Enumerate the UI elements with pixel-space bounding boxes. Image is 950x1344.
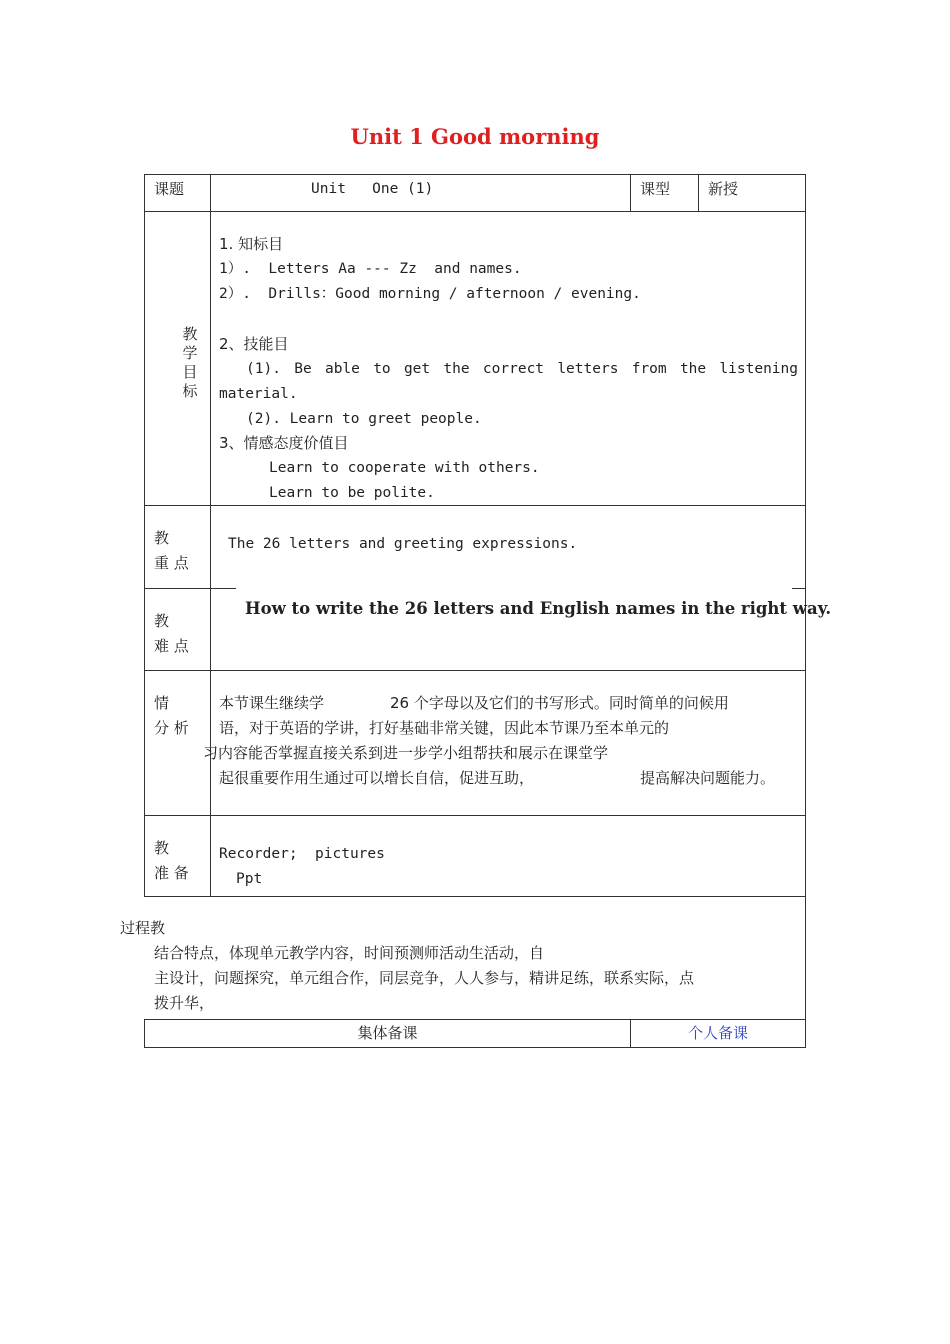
skills-item-1: (1). Be able to get the correct letters from the listening: [246, 361, 798, 377]
analysis-label-1: 情: [154, 694, 170, 712]
document-title: Unit 1 Good morning: [350, 124, 600, 149]
objectives-label: 教学目标: [182, 325, 198, 400]
preparation-line-1: Recorder; pictures: [219, 846, 385, 862]
difficult-points-label-2: 难 点: [154, 637, 189, 655]
key-points-label-2: 重 点: [154, 554, 189, 572]
key-points-label-1: 教: [154, 529, 170, 547]
preparation-label-2: 准 备: [154, 864, 189, 882]
analysis-line-1b: 26 个字母以及它们的书写形式。同时简单的问候用: [390, 694, 729, 712]
group-prep-label: 集体备课: [357, 1024, 418, 1042]
analysis-line-3: 习内容能否掌握直接关系到进一步学小组帮扶和展示在课堂学: [203, 744, 609, 762]
preparation-line-2: Ppt: [236, 871, 263, 887]
emotion-heading: 3、情感态度价值目: [219, 434, 349, 452]
process-label: 过程教: [120, 919, 166, 937]
analysis-line-2: 语，对于英语的学讲，打好基础非常关键，因此本节课乃至本单元的: [219, 719, 670, 737]
analysis-label-2: 分 析: [154, 719, 189, 737]
topic-value: Unit One (1): [311, 181, 434, 197]
preparation-label-1: 教: [154, 839, 170, 857]
analysis-line-4a: 起很重要作用生通过可以增长自信，促进互助，: [219, 769, 535, 787]
skills-item-2: (2). Learn to greet people.: [246, 411, 482, 427]
key-points-text: The 26 letters and greeting expressions.: [228, 536, 578, 552]
lesson-type-value: 新授: [708, 180, 739, 198]
knowledge-item-2: 2）. Drills：Good morning / afternoon / evening.: [219, 286, 641, 302]
process-line-2: 主设计，问题探究，单元组合作，同层竞争，人人参与，精讲足练，联系实际，点: [154, 969, 695, 987]
emotion-item-2: Learn to be polite.: [269, 485, 435, 501]
knowledge-heading: 1. 知标目: [219, 235, 284, 253]
topic-label: 课题: [154, 180, 185, 198]
personal-prep-label: 个人备课: [687, 1024, 748, 1042]
analysis-line-4b: 提高解决问题能力。: [640, 769, 776, 787]
process-line-3: 拨升华，: [154, 994, 215, 1012]
difficult-points-text: How to write the 26 letters and English names in the right way.: [245, 599, 832, 618]
lesson-type-label: 课型: [640, 180, 671, 198]
emotion-item-1: Learn to cooperate with others.: [269, 460, 540, 476]
knowledge-item-1: 1）. Letters Aa --- Zz and names.: [219, 261, 522, 277]
analysis-line-1a: 本节课生继续学: [219, 694, 325, 712]
skills-item-1-cont: material.: [219, 386, 298, 402]
process-line-1: 结合特点，体现单元教学内容，时间预测师活动生活动，自: [154, 944, 545, 962]
difficult-points-label-1: 教: [154, 612, 170, 630]
skills-heading: 2、技能目: [219, 335, 289, 353]
